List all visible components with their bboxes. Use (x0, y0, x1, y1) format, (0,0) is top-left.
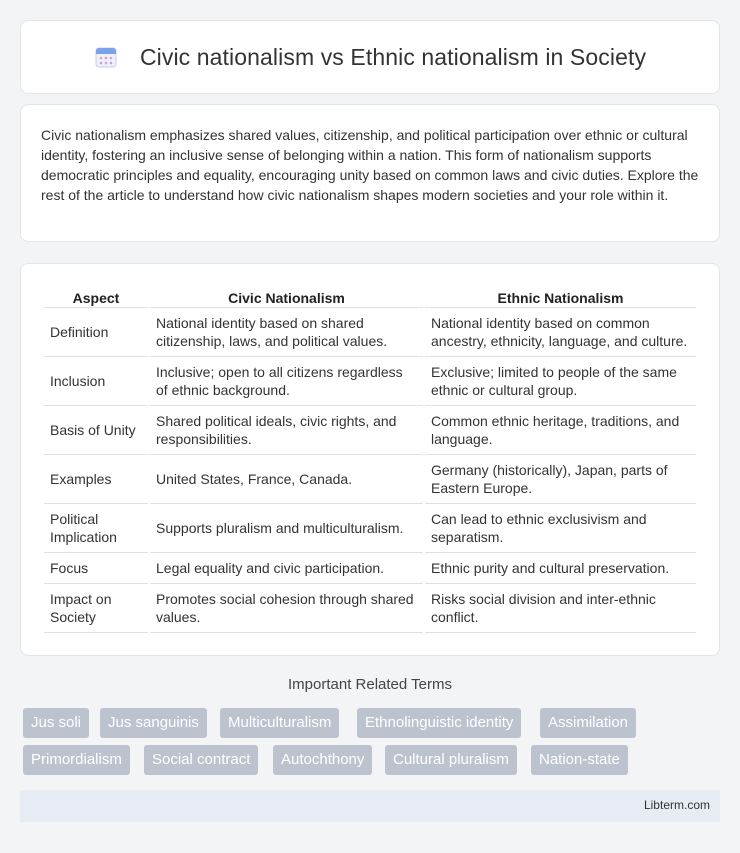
term-tag[interactable]: Social contract (144, 745, 258, 775)
footer-brand[interactable]: Libterm.com (643, 798, 710, 812)
row-ethnic: Can lead to ethnic exclusivism and separatism. (425, 504, 696, 553)
row-aspect: Basis of Unity (44, 406, 148, 455)
term-tag[interactable]: Jus sanguinis (100, 708, 207, 738)
row-civic: Supports pluralism and multiculturalism. (150, 504, 423, 553)
row-ethnic: Ethnic purity and cultural preservation. (425, 553, 696, 584)
term-tag[interactable]: Multiculturalism (220, 708, 339, 738)
title-card (20, 20, 720, 94)
row-civic: Inclusive; open to all citizens regardless of ethnic background. (150, 357, 423, 406)
comparison-table (42, 286, 698, 633)
row-ethnic: Germany (historically), Japan, parts of Eastern Europe. (425, 455, 696, 504)
table-row (44, 504, 696, 553)
intro-card (20, 104, 720, 242)
table-row (44, 553, 696, 584)
intro-text: Civic nationalism emphasizes shared values, citizenship, and political participation over ethnic or cultural identity, fostering an inclusive sense of belonging within a nation. This form of nationalism supports democratic principles and equality, encouraging unity based on common laws and civic duties. Explore the rest of the article to understand how civic nationalism shapes modern societies and your role within it. (41, 127, 699, 203)
term-tag[interactable]: Ethnolinguistic identity (357, 708, 521, 738)
comparison-card (20, 263, 720, 656)
row-ethnic: Common ethnic heritage, traditions, and language. (425, 406, 696, 455)
table-header-row (44, 286, 696, 308)
row-aspect: Inclusion (44, 357, 148, 406)
table-row (44, 584, 696, 633)
row-civic: Legal equality and civic participation. (150, 553, 423, 584)
related-terms-title: Important Related Terms (288, 676, 452, 693)
table-row (44, 357, 696, 406)
term-tag[interactable]: Primordialism (23, 745, 130, 775)
row-civic: National identity based on shared citizenship, laws, and political values. (150, 308, 423, 357)
table-row (44, 406, 696, 455)
footer (20, 790, 720, 822)
row-aspect: Definition (44, 308, 148, 357)
header-civic: Civic Nationalism (150, 286, 423, 308)
calendar-icon (94, 45, 118, 69)
row-aspect: Focus (44, 553, 148, 584)
row-civic: United States, France, Canada. (150, 455, 423, 504)
header-ethnic: Ethnic Nationalism (425, 286, 696, 308)
term-tag[interactable]: Assimilation (540, 708, 636, 738)
row-civic: Promotes social cohesion through shared values. (150, 584, 423, 633)
header-aspect: Aspect (44, 286, 148, 308)
row-ethnic: Risks social division and inter-ethnic conflict. (425, 584, 696, 633)
term-tag[interactable]: Nation-state (531, 745, 628, 775)
row-aspect: Examples (44, 455, 148, 504)
term-tag[interactable]: Jus soli (23, 708, 89, 738)
table-row (44, 308, 696, 357)
term-tag[interactable]: Cultural pluralism (385, 745, 517, 775)
page-title: Civic nationalism vs Ethnic nationalism in Society (139, 43, 647, 70)
table-row (44, 455, 696, 504)
row-civic: Shared political ideals, civic rights, and responsibilities. (150, 406, 423, 455)
term-tag[interactable]: Autochthony (273, 745, 372, 775)
row-ethnic: National identity based on common ancestry, ethnicity, language, and culture. (425, 308, 696, 357)
row-aspect: Political Implication (44, 504, 148, 553)
row-ethnic: Exclusive; limited to people of the same ethnic or cultural group. (425, 357, 696, 406)
row-aspect: Impact on Society (44, 584, 148, 633)
